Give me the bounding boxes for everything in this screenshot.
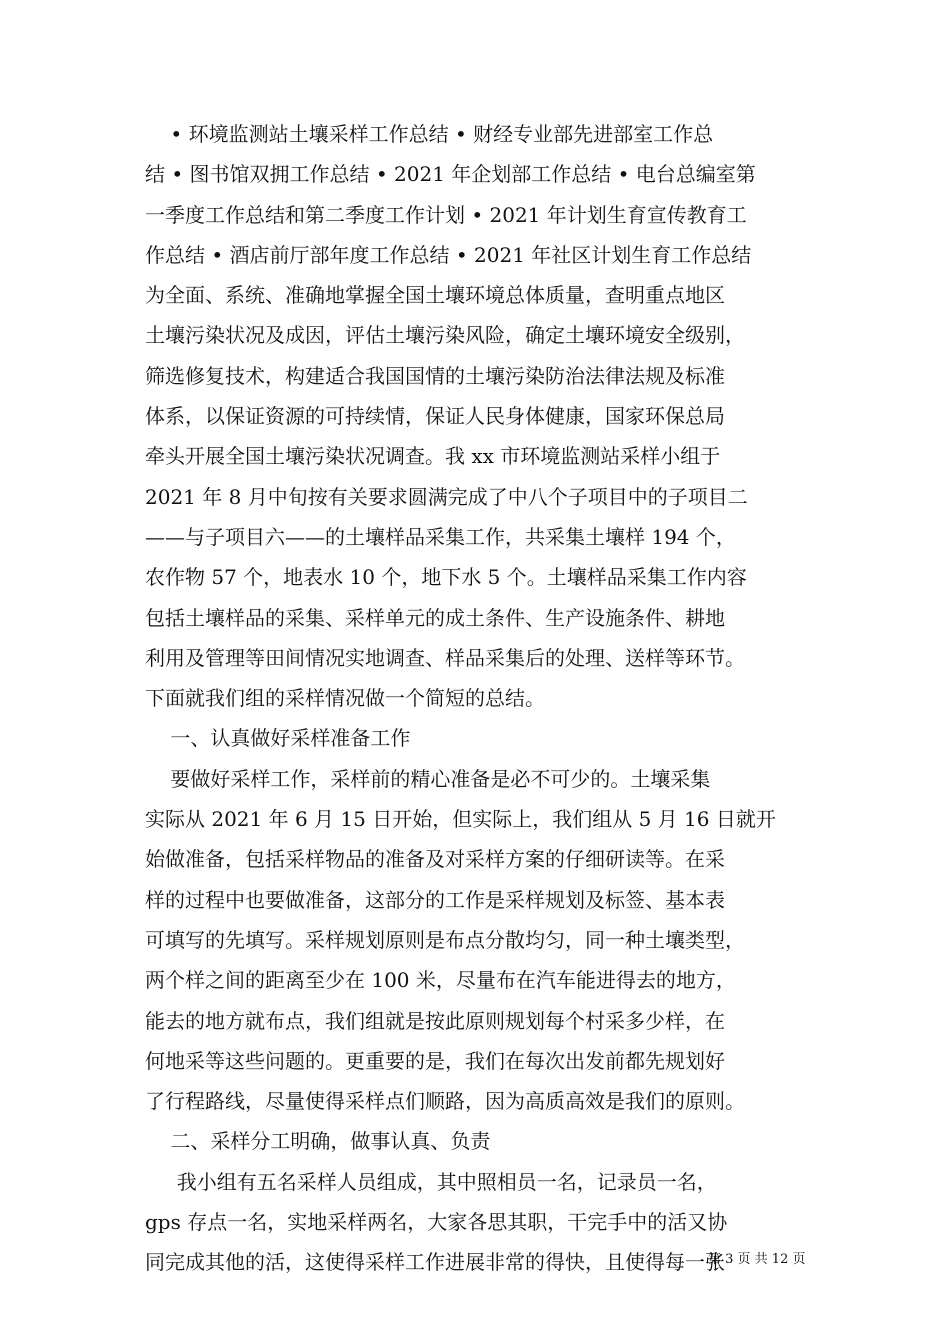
document-body <box>145 114 817 1283</box>
text-line: 作总结 • 酒店前厅部年度工作总结 • 2021 年社区计划生育工作总结 <box>145 242 752 267</box>
text-line: ——与子项目六——的土壤样品采集工作，共采集土壤样 194 个， <box>145 524 736 549</box>
text-line: 可填写的先填写。采样规划原则是布点分散均匀，同一种土壤类型， <box>145 927 745 952</box>
text-line: 体系，以保证资源的可持续情，保证人民身体健康，国家环保总局 <box>145 404 725 429</box>
text-line: 要做好采样工作，采样前的精心准备是必不可少的。土壤采集 <box>145 766 711 791</box>
text-line: 土壤污染状况及成因，评估土壤污染风险，确定土壤环境安全级别， <box>145 323 745 348</box>
text-line: 结 • 图书馆双拥工作总结 • 2021 年企划部工作总结 • 电台总编室第 <box>145 162 756 187</box>
section-heading: 一、认真做好采样准备工作 <box>145 726 411 751</box>
text-line: 始做准备，包括采样物品的准备及对采样方案的仔细研读等。在采 <box>145 847 725 872</box>
text-line: 下面就我们组的采样情况做一个简短的总结。 <box>145 686 545 711</box>
text-line: 两个样之间的距离至少在 100 米，尽量布在汽车能进得去的地方， <box>145 968 736 993</box>
text-line: 样的过程中也要做准备，这部分的工作是采样规划及标签、基本表 <box>145 887 725 912</box>
text-line: 实际从 2021 年 6 月 15 日开始，但实际上，我们组从 5 月 16 日就开 <box>145 807 776 832</box>
text-line: • 环境监测站土壤采样工作总结 • 财经专业部先进部室工作总 <box>145 122 714 146</box>
text-line: 何地采等这些问题的。更重要的是，我们在每次出发前都先规划好 <box>145 1048 725 1073</box>
text-line: 了行程路线，尽量使得采样点们顺路，因为高质高效是我们的原则。 <box>145 1089 745 1114</box>
text-line: 农作物 57 个，地表水 10 个，地下水 5 个。土壤样品采集工作内容 <box>145 565 747 590</box>
text-line: 为全面、系统、准确地掌握全国土壤环境总体质量，查明重点地区 <box>145 283 725 308</box>
text-line: gps 存点一名，实地采样两名，大家各思其职，干完手中的活又协 <box>145 1210 728 1235</box>
section-heading: 二、采样分工明确，做事认真、负责 <box>145 1129 491 1154</box>
text-line: 牵头开展全国土壤污染状况调查。我 xx 市环境监测站采样小组于 <box>145 444 721 469</box>
text-line: 2021 年 8 月中旬按有关要求圆满完成了中八个子项目中的子项目二 <box>145 484 748 509</box>
text-line: 能去的地方就布点，我们组就是按此原则规划每个村采多少样，在 <box>145 1008 725 1033</box>
text-line: 我小组有五名采样人员组成，其中照相员一名，记录员一名， <box>145 1169 717 1194</box>
text-line: 包括土壤样品的采集、采样单元的成土条件、生产设施条件、耕地 <box>145 605 725 630</box>
text-line: 同完成其他的活，这使得采样工作进展非常的得快，且使得每一张 <box>145 1250 725 1275</box>
text-line: 筛选修复技术，构建适合我国国情的土壤污染防治法律法规及标准 <box>145 363 725 388</box>
text-line: 利用及管理等田间情况实地调查、样品采集后的处理、送样等环节。 <box>145 645 745 670</box>
page-number-footer: 第 3 页 共 12 页 <box>708 1252 806 1267</box>
text-line: 一季度工作总结和第二季度工作计划 • 2021 年计划生育宣传教育工 <box>145 202 747 227</box>
